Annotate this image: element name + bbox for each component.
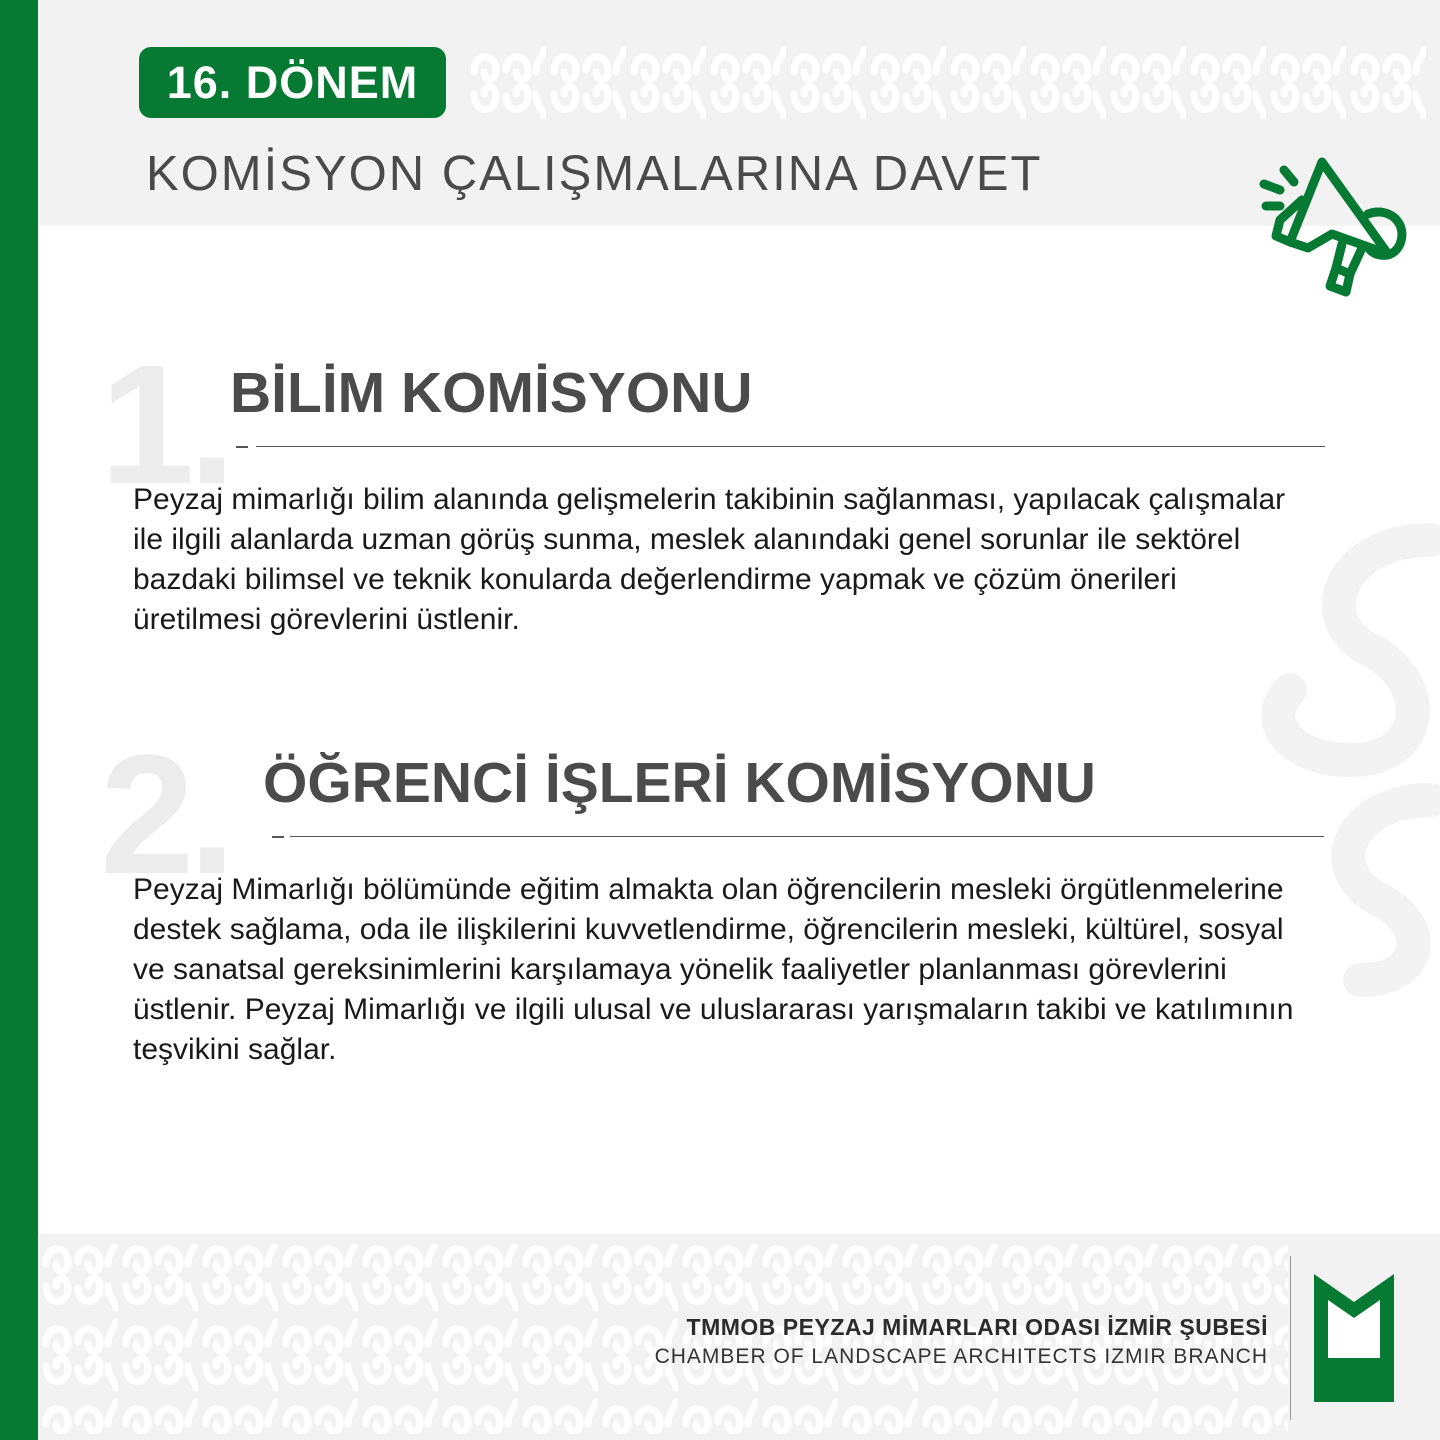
- section-number: 2.: [100, 720, 230, 910]
- title-underline: [256, 446, 1325, 447]
- organization-name-english: CHAMBER OF LANDSCAPE ARCHITECTS IZMIR BRANCH: [654, 1345, 1268, 1368]
- section-description: Peyzaj mimarlığı bilim alanında gelişmelerin takibinin sağlanması, yapılacak çalışmalar ile ilgili alanlarda uzman görüş sunma, meslek alanındaki genel sorunlar ile sektörel bazdaki bilimsel ve teknik konularda değerlendirme yapmak ve çözüm önerileri üretilmesi görevlerini üstlenir.: [133, 483, 1286, 636]
- megaphone-icon: [1250, 150, 1420, 310]
- section-title: BİLİM KOMİSYONU: [230, 361, 753, 425]
- title-underline-dash: [272, 836, 284, 838]
- section-title: ÖĞRENCİ İŞLERİ KOMİSYONU: [263, 751, 1096, 815]
- organization-name: TMMOB PEYZAJ MİMARLARI ODASI İZMİR ŞUBESİ: [686, 1314, 1268, 1340]
- decorative-pattern-top: [466, 42, 1426, 122]
- left-accent-bar: [0, 0, 38, 1440]
- title-underline: [290, 836, 1324, 837]
- footer-divider: [1290, 1256, 1291, 1420]
- period-badge: 16. DÖNEM: [139, 47, 446, 118]
- chamber-logo: [1312, 1272, 1396, 1404]
- section-number: 1.: [100, 330, 230, 520]
- page-subtitle: KOMİSYON ÇALIŞMALARINA DAVET: [146, 147, 1043, 201]
- title-underline-dash: [236, 446, 248, 448]
- section-description: Peyzaj Mimarlığı bölümünde eğitim almakta olan öğrencilerin mesleki örgütlenmelerine destek sağlama, oda ile ilişkilerini kuvvetlendirme, öğrencilerin mesleki, kültürel, sosyal ve sanatsal gereksinimlerini karşılamaya yönelik faaliyetler planlanması görevlerini üstlenir. Peyzaj Mimarlığı ve ilgili ulusal ve uluslararası yarışmaların takibi ve katılımının teşvikini sağlar.: [133, 873, 1294, 1066]
